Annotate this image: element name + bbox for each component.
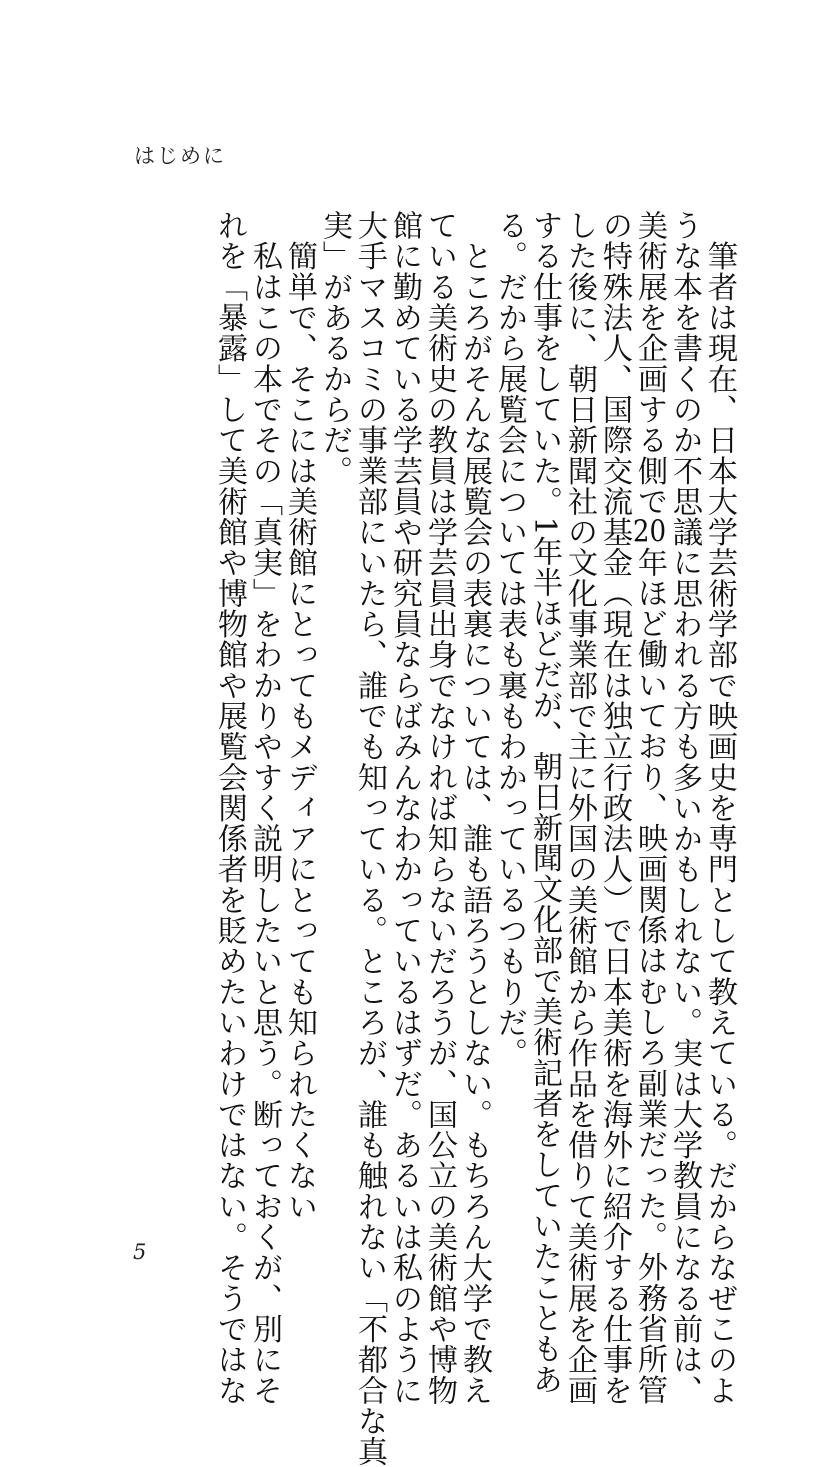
text-line: ている美術史の教員は学芸員出身でなければ知らないだろうが、国公立の美術館や博物 <box>422 210 457 1406</box>
text-line: 美術展を企画する側で20年ほど働いており、映画関係はむしろ副業だった。外務省所管 <box>632 210 667 1405</box>
page-number: 5 <box>133 1240 147 1264</box>
text-line: 館に勤めている学芸員や研究員ならばみんなわかっているはずだ。あるいは私のように <box>387 210 422 1406</box>
text-line: る。だから展覧会については表も裏もわかっているつもりだ。 <box>492 210 527 1069</box>
text-line: 筆者は現在、日本大学芸術学部で映画史を専門として教えている。だからなぜこのよ <box>702 210 737 1406</box>
text-line: した後に、朝日新聞社の文化事業部で主に外国の美術館から作品を借りて美術展を企画 <box>562 210 597 1406</box>
text-line: 大手マスコミの事業部にいたら、誰でも知っている。ところが、誰も触れない「不都合な真 <box>352 210 387 1467</box>
text-line: うな本を書くのか不思議に思われる方も多いかもしれない。実は大学教員になる前は、 <box>667 210 702 1406</box>
text-line: 簡単で、そこには美術館にとってもメディアにとっても知られたくない <box>282 210 317 1222</box>
text-line: 私はこの本でその「真実」をわかりやすく説明したいと思う。断っておくが、別にそ <box>247 210 282 1406</box>
text-line: ところがそんな展覧会の表裏については、誰も語ろうとしない。もちろん大学で教え <box>457 210 492 1406</box>
text-line: する仕事をしていた。1年半ほどだが、朝日新聞文化部で美術記者をしていたこともあ <box>527 210 562 1395</box>
text-line: 実」があるからだ。 <box>317 210 352 486</box>
text-line: れを「暴露」して美術館や博物館や展覧会関係者を貶めたいわけではない。そうではな <box>212 210 247 1406</box>
body-text <box>212 210 737 1467</box>
running-head: はじめに <box>134 144 226 168</box>
text-line: の特殊法人、国際交流基金（現在は独立行政法人）で日本美術を海外に紹介する仕事を <box>597 210 632 1406</box>
